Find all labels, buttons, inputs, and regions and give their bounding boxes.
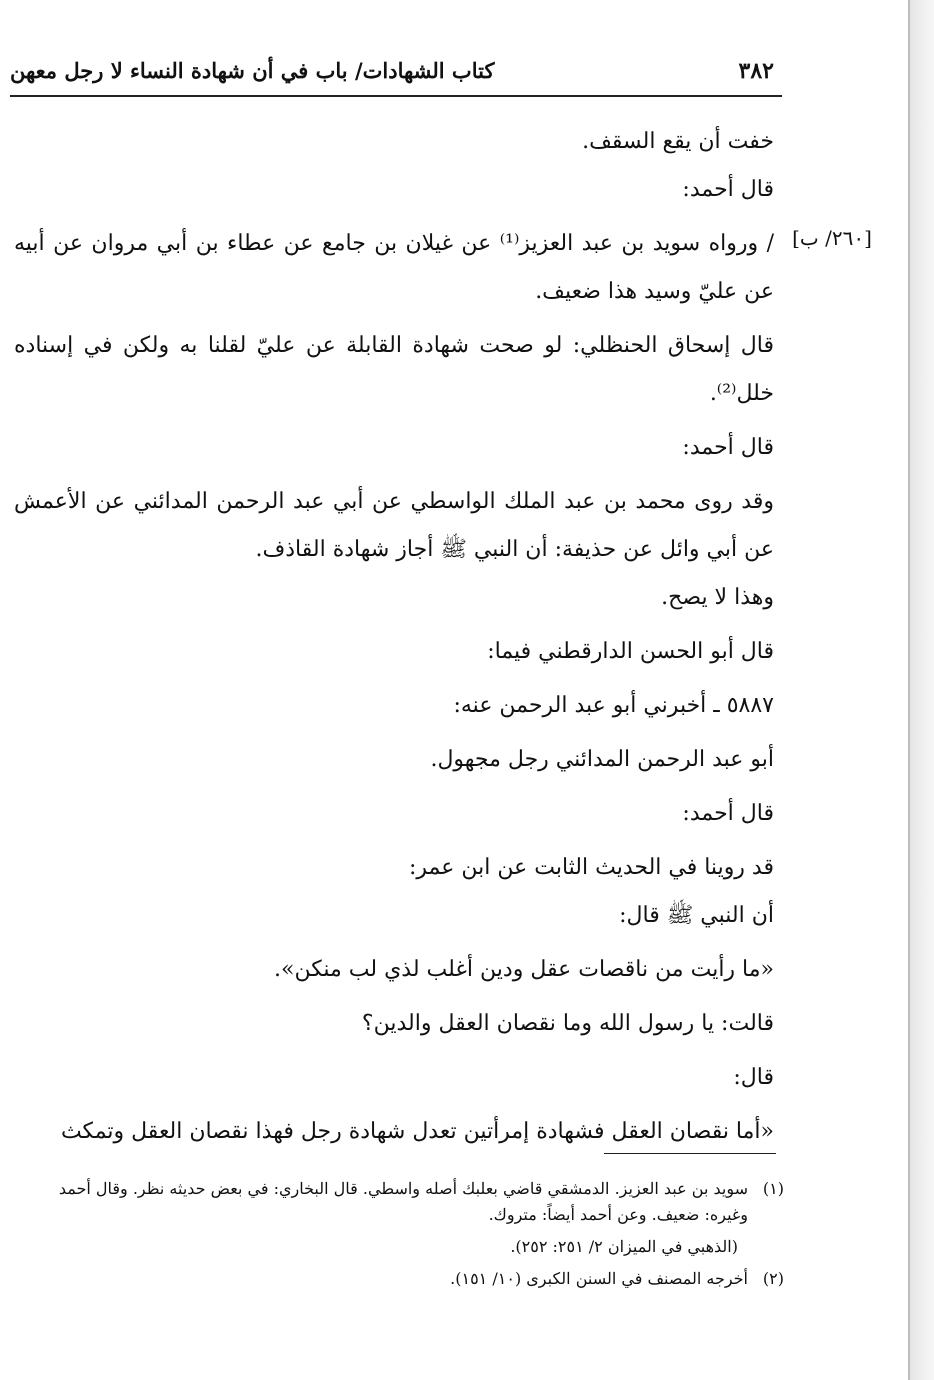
- footnote-text: أخرجه المصنف في السنن الكبرى (١٠/ ١٥١).: [450, 1269, 748, 1288]
- page-number: ٣٨٢: [738, 58, 774, 84]
- footnote-citation: (الذهبي في الميزان ٢/ ٢٥١: ٢٥٢).: [510, 1237, 738, 1256]
- paragraph: خفت أن يقع السقف.: [582, 129, 774, 154]
- paragraph: «ما رأيت من ناقصات عقل ودين أغلب لذي لب منكن».: [274, 957, 774, 982]
- footnotes: [14, 1176, 784, 1298]
- margin-folio-note: [٢٦٠/ ب]: [792, 226, 872, 250]
- paragraph: قال أحمد:: [682, 435, 774, 460]
- paragraph: قد روينا في الحديث الثابت عن ابن عمر:: [408, 855, 774, 880]
- paragraph: / ورواه سويد بن عبد العزيز⁽¹⁾ عن غيلان بن جامع عن عطاء بن أبي مروان عن أبيه عن عليّ وسيد هذا ضعيف.: [14, 231, 774, 304]
- header-rule: [10, 95, 782, 97]
- page-header: [10, 58, 782, 92]
- paragraph: قال:: [733, 1065, 774, 1090]
- main-text: [14, 118, 774, 1156]
- paragraph: قال إسحاق الحنظلي: لو صحت شهادة القابلة عن عليّ لقلنا به ولكن في إسناده خلل⁽²⁾.: [14, 333, 774, 406]
- footnote-text: سويد بن عبد العزيز. الدمشقي قاضي بعلبك أصله واسطي. قال البخاري: في بعض حديثه نظر. وقال أحمد وغيره: ضعيف. وعن أحمد أيضاً: متروك.: [58, 1179, 748, 1224]
- paragraph: قال أحمد:: [682, 177, 774, 202]
- footnote-number: (١): [762, 1179, 784, 1198]
- footnote: [14, 1176, 784, 1228]
- footnote-rule: [604, 1153, 776, 1154]
- paragraph: وقد روى محمد بن عبد الملك الواسطي عن أبي عبد الرحمن المدائني عن الأعمش عن أبي وائل عن حذيفة: أن النبي ﷺ أجاز شهادة القاذف.: [14, 489, 774, 562]
- running-title: كتاب الشهادات/ باب في أن شهادة النساء لا رجل معهن: [10, 58, 495, 83]
- paragraph: أبو عبد الرحمن المدائني رجل مجهول.: [430, 747, 774, 772]
- paragraph: أن النبي ﷺ قال:: [619, 903, 774, 928]
- paragraph: قال أبو الحسن الدارقطني فيما:: [487, 639, 774, 664]
- paragraph: وهذا لا يصح.: [661, 585, 774, 610]
- paragraph: «أما نقصان العقل فشهادة إمرأتين تعدل شهادة رجل فهذا نقصان العقل وتمكث: [60, 1119, 774, 1144]
- paragraph: قالت: يا رسول الله وما نقصان العقل والدين؟: [361, 1011, 774, 1036]
- footnote: [14, 1266, 784, 1292]
- footnote-number: (٢): [762, 1269, 784, 1288]
- page-edge-shadow: [908, 0, 934, 1380]
- paragraph: ٥٨٨٧ ـ أخبرني أبو عبد الرحمن عنه:: [453, 693, 774, 718]
- footnote-continuation: [14, 1234, 784, 1260]
- paragraph: قال أحمد:: [682, 801, 774, 826]
